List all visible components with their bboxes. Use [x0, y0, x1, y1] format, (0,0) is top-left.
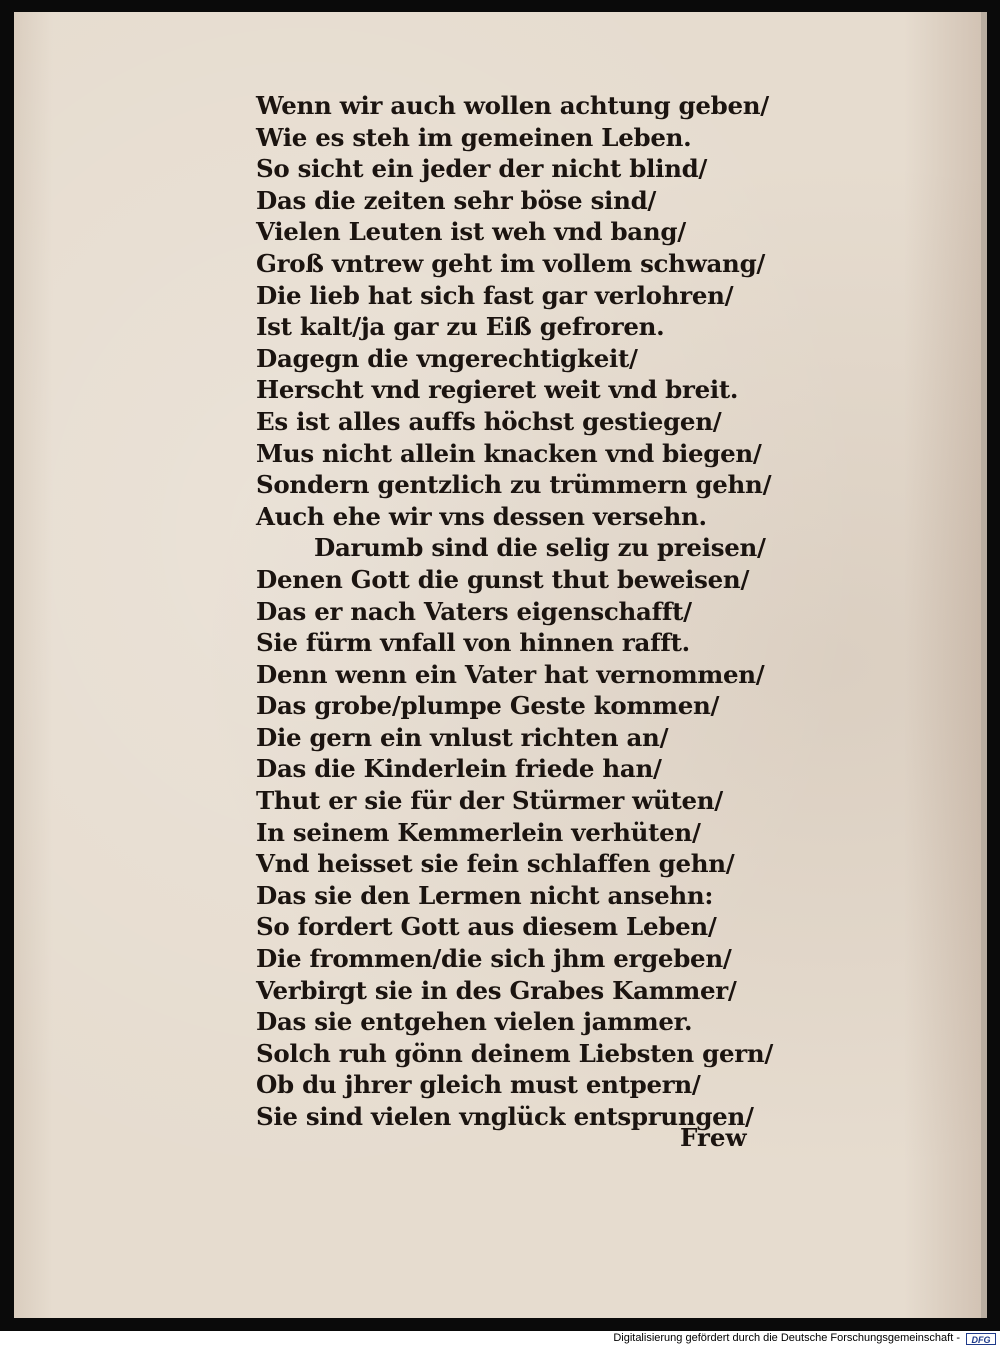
poem-line: So sicht ein jeder der nicht blind/	[256, 154, 708, 184]
poem-line: Verbirgt sie in des Grabes Kammer/	[256, 975, 737, 1005]
poem-line: Groß vntrew geht im vollem schwang/	[256, 248, 766, 278]
poem-line: Wenn wir auch wollen achtung geben/	[256, 91, 769, 120]
poem-line: Sie sind vielen vnglück entsprungen/	[256, 1102, 754, 1131]
catchword: Frew	[680, 1123, 747, 1152]
funding-notice: Digitalisierung gefördert durch die Deutsche Forschungsgemeinschaft -	[613, 1332, 960, 1344]
poem-line: Die lieb hat sich fast gar verlohren/	[256, 280, 734, 310]
poem-line: Die frommen/die sich jhm ergeben/	[256, 944, 732, 974]
page-edge	[981, 12, 987, 1318]
poem-line: Das grobe/plumpe Geste kommen/	[256, 691, 720, 721]
poem-line: Darumb sind die selig zu preisen/	[314, 533, 766, 563]
poem-line: Die gern ein vnlust richten an/	[256, 722, 669, 752]
poem-line: Das sie entgehen vielen jammer.	[256, 1007, 693, 1037]
poem-line: Das sie den Lermen nicht ansehn:	[256, 880, 714, 910]
poem-line: Vnd heisset sie fein schlaffen gehn/	[256, 849, 735, 879]
poem-line: Vielen Leuten ist weh vnd bang/	[256, 217, 686, 247]
poem-line: Ist kalt/ja gar zu Eiß gefroren.	[256, 312, 665, 342]
poem-line: Es ist alles auffs höchst gestiegen/	[256, 406, 722, 436]
dfg-logo-icon: DFG	[966, 1333, 996, 1345]
poem-line: So fordert Gott aus diesem Leben/	[256, 912, 717, 942]
poem-line: Thut er sie für der Stürmer wüten/	[256, 786, 723, 816]
poem-line: Herscht vnd regieret weit vnd breit.	[256, 375, 739, 405]
poem-line: Mus nicht allein knacken vnd biegen/	[256, 438, 762, 468]
poem-line: Das die zeiten sehr böse sind/	[256, 185, 657, 215]
poem-line: Das die Kinderlein friede han/	[256, 754, 662, 784]
poem-line: Sie fürm vnfall von hinnen rafft.	[256, 628, 690, 658]
poem-line: Solch ruh gönn deinem Liebsten gern/	[256, 1038, 774, 1068]
poem-line: Dagegn die vngerechtigkeit/	[256, 343, 638, 373]
poem-line: Denen Gott die gunst thut beweisen/	[256, 564, 750, 594]
poem-line: Auch ehe wir vns dessen versehn.	[256, 501, 707, 531]
poem-line: Wie es steh im gemeinen Leben.	[256, 122, 692, 152]
poem-line: Denn wenn ein Vater hat vernommen/	[256, 659, 765, 689]
poem-line: Das er nach Vaters eigenschafft/	[256, 596, 692, 626]
poem-line: Ob du jhrer gleich must entpern/	[256, 1070, 701, 1100]
poem-text-block	[256, 90, 774, 1133]
poem-line: In seinem Kemmerlein verhüten/	[256, 817, 701, 847]
poem-line: Sondern gentzlich zu trümmern gehn/	[256, 470, 772, 500]
footer-bar	[0, 1331, 1000, 1348]
